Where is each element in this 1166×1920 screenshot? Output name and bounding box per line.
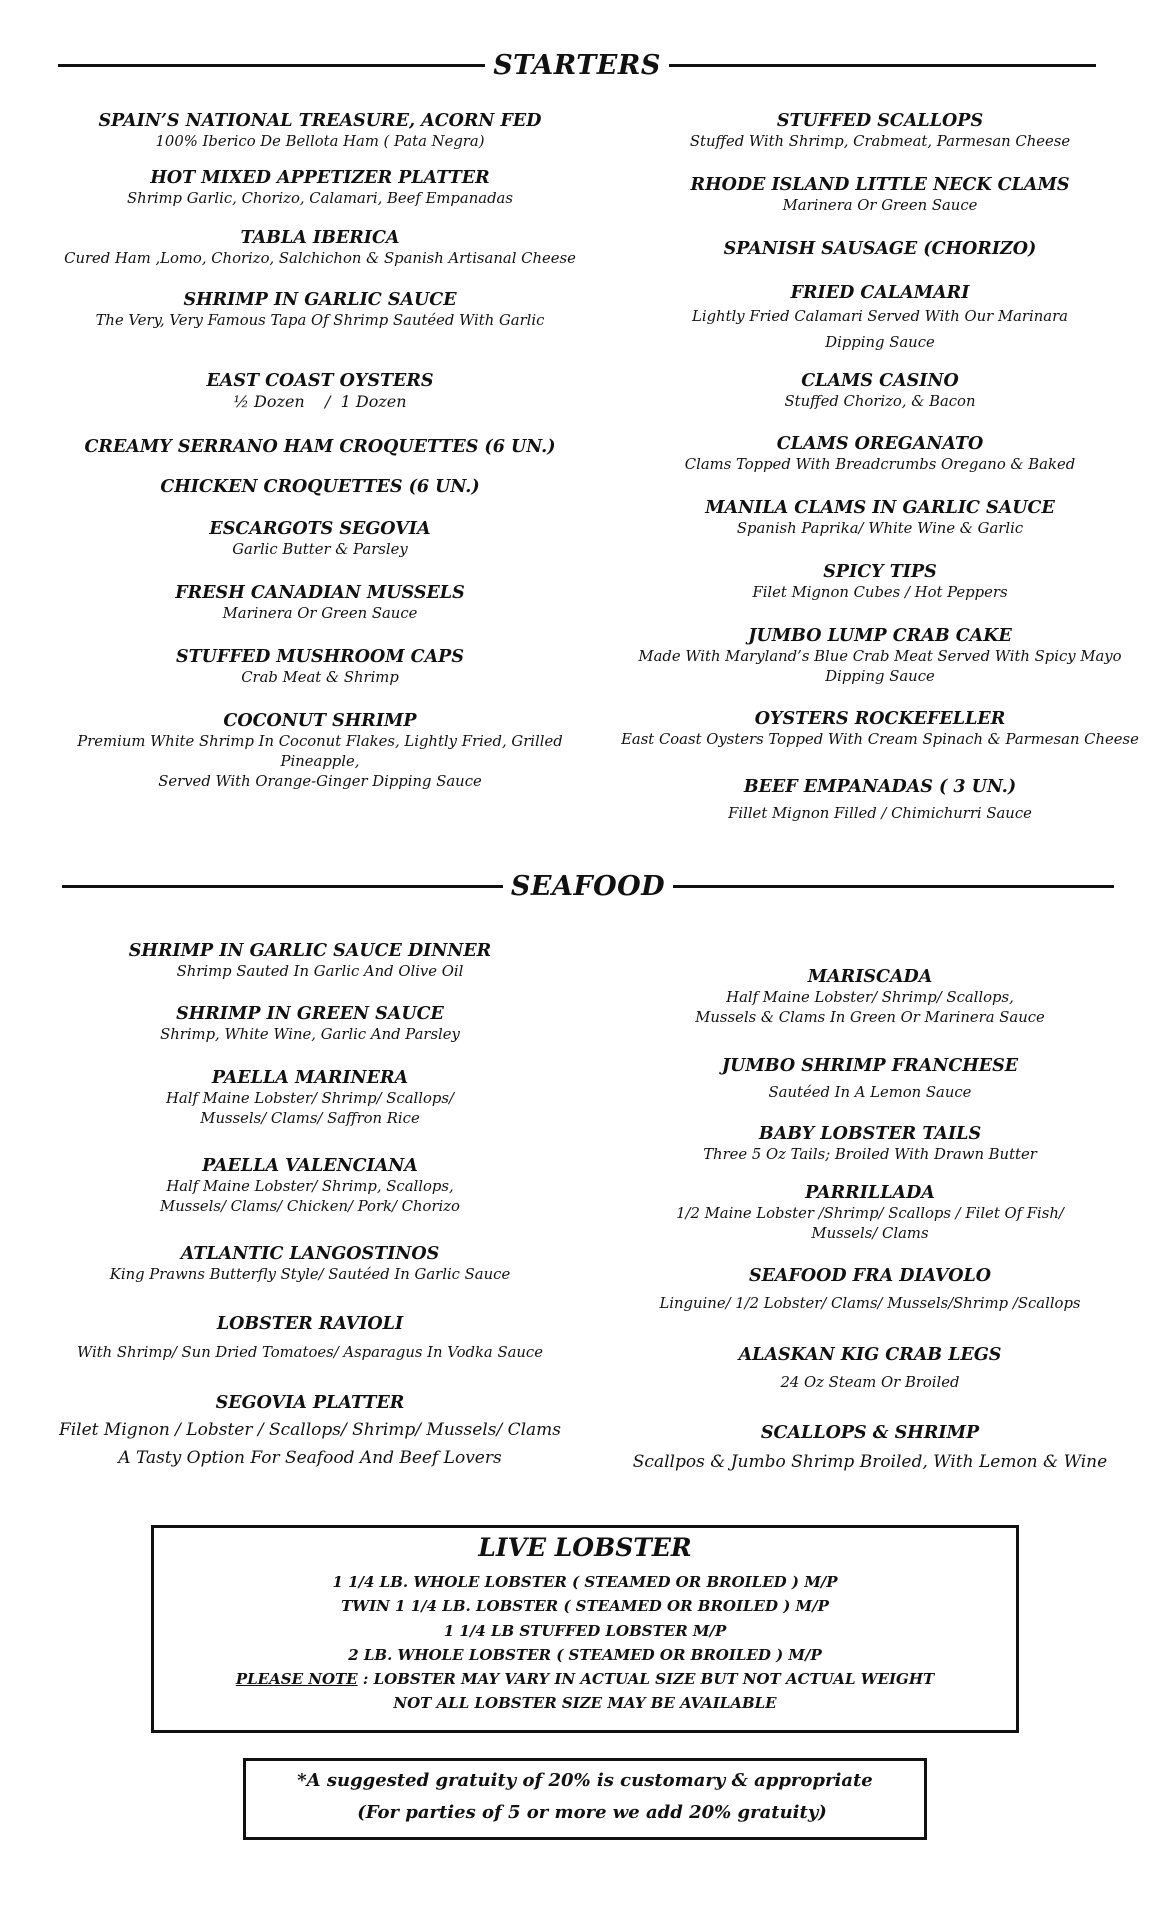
item-desc: Fillet Mignon Filled / Chimichurri Sauce (728, 805, 1032, 822)
item-desc: Shrimp Sauted In Garlic And Olive Oil (176, 963, 464, 980)
item-name: EAST COAST OYSTERS (206, 371, 434, 391)
lobster-line: TWIN 1 1/4 LB. LOBSTER ( STEAMED OR BROILED ) M/P (341, 1597, 829, 1616)
item-desc: With Shrimp/ Sun Dried Tomatoes/ Asparagus In Vodka Sauce (77, 1344, 543, 1361)
item-desc: Stuffed With Shrimp, Crabmeat, Parmesan Cheese (689, 133, 1071, 150)
gratuity-box (243, 1758, 927, 1840)
item-name: SCALLOPS & SHRIMP (760, 1423, 980, 1443)
item-desc: Half Maine Lobster/ Shrimp, Scallops, (166, 1178, 454, 1195)
menu-item (600, 1055, 1140, 1103)
item-name: SEAFOOD FRA DIAVOLO (748, 1266, 992, 1286)
item-desc: Scallpos & Jumbo Shrimp Broiled, With Lemon & Wine (632, 1452, 1108, 1472)
menu-item (40, 1155, 580, 1217)
item-desc: Made With Maryland’s Blue Crab Meat Served With Spicy Mayo (638, 648, 1122, 665)
live-lobster-title: LIVE LOBSTER (478, 1533, 692, 1562)
item-name: HOT MIXED APPETIZER PLATTER (150, 168, 490, 188)
item-desc: Mussels & Clams In Green Or Marinera Sauce (695, 1009, 1045, 1026)
note-text: : LOBSTER MAY VARY IN ACTUAL SIZE BUT NOT ACTUAL WEIGHT (357, 1670, 935, 1689)
item-name: STUFFED SCALLOPS (776, 111, 984, 131)
menu-item (40, 1067, 580, 1129)
item-desc: Crab Meat & Shrimp (241, 669, 399, 686)
item-name: SHRIMP IN GARLIC SAUCE (183, 290, 457, 310)
gratuity-line-2: (For parties of 5 or more we add 20% gratuity) (357, 1802, 827, 1823)
item-desc: Sautéed In A Lemon Sauce (768, 1084, 972, 1101)
item-name: SHRIMP IN GARLIC SAUCE DINNER (128, 941, 492, 961)
item-desc: The Very, Very Famous Tapa Of Shrimp Sautéed With Garlic (95, 312, 545, 329)
item-desc: Served With Orange-Ginger Dipping Sauce (158, 773, 482, 790)
item-name: OYSTERS ROCKEFELLER (754, 709, 1006, 729)
item-name: JUMBO LUMP CRAB CAKE (748, 626, 1012, 646)
lobster-note-line2: NOT ALL LOBSTER SIZE MAY BE AVAILABLE (393, 1694, 777, 1713)
lobster-line: 1 1/4 LB STUFFED LOBSTER M/P (443, 1621, 727, 1640)
item-name: TABLA IBERICA (240, 228, 400, 248)
item-desc: Lightly Fried Calamari Served With Our Marinara (692, 308, 1068, 325)
item-name: RHODE ISLAND LITTLE NECK CLAMS (690, 175, 1070, 195)
item-desc: Half Maine Lobster/ Shrimp/ Scallops, (726, 989, 1014, 1006)
item-desc: Premium White Shrimp In Coconut Flakes, Lightly Fried, Grilled Pineapple, (77, 733, 563, 770)
menu-item (40, 940, 580, 982)
item-name: PARRILLADA (805, 1183, 935, 1203)
item-name: LOBSTER RAVIOLI (216, 1314, 404, 1334)
item-desc: Shrimp, White Wine, Garlic And Parsley (160, 1026, 460, 1043)
item-name: ATLANTIC LANGOSTINOS (180, 1244, 440, 1264)
seafood-left-column (40, 0, 580, 1500)
item-name: PAELLA MARINERA (211, 1068, 409, 1088)
item-name: FRIED CALAMARI (790, 283, 970, 303)
item-name: SPAIN’S NATIONAL TREASURE, ACORN FED (98, 111, 542, 131)
item-desc: Half Maine Lobster/ Shrimp/ Scallops/ (166, 1090, 454, 1107)
item-name: BEEF EMPANADAS ( 3 UN.) (743, 777, 1017, 797)
gratuity-line-1: *A suggested gratuity of 20% is customary & appropriate (297, 1770, 873, 1791)
live-lobster-box (151, 1525, 1019, 1733)
item-name: CREAMY SERRANO HAM CROQUETTES (6 UN.) (84, 437, 556, 457)
item-name: FRESH CANADIAN MUSSELS (175, 583, 465, 603)
menu-item (40, 1313, 580, 1363)
item-name: BABY LOBSTER TAILS (758, 1124, 982, 1144)
item-name: CLAMS OREGANATO (776, 434, 984, 454)
item-name: SEGOVIA PLATTER (215, 1393, 405, 1413)
item-name: MARISCADA (807, 967, 933, 987)
item-name: PAELLA VALENCIANA (202, 1156, 418, 1176)
item-desc: Three 5 Oz Tails; Broiled With Drawn Butter (703, 1146, 1037, 1163)
item-name: STUFFED MUSHROOM CAPS (176, 647, 464, 667)
menu-item (40, 1392, 580, 1472)
item-desc: Filet Mignon / Lobster / Scallops/ Shrimp/ Mussels/ Clams (58, 1420, 562, 1440)
item-desc: 1/2 Maine Lobster /Shrimp/ Scallops / Filet Of Fish/ (676, 1205, 1064, 1222)
item-name: CHICKEN CROQUETTES (6 UN.) (160, 477, 480, 497)
item-desc: Mussels/ Clams/ Chicken/ Pork/ Chorizo (160, 1198, 460, 1215)
item-desc: East Coast Oysters Topped With Cream Spinach & Parmesan Cheese (621, 731, 1139, 748)
item-desc: A Tasty Option For Seafood And Beef Lovers (118, 1448, 502, 1468)
seafood-right-column (600, 0, 1140, 1500)
menu-item (600, 1422, 1140, 1476)
item-desc: Marinera Or Green Sauce (222, 605, 418, 622)
item-desc: Shrimp Garlic, Chorizo, Calamari, Beef Empanadas (127, 190, 513, 207)
menu-item (40, 1003, 580, 1045)
item-desc: Filet Mignon Cubes / Hot Peppers (752, 584, 1008, 601)
menu-item (600, 1123, 1140, 1165)
lobster-line: 1 1/4 LB. WHOLE LOBSTER ( STEAMED OR BROILED ) M/P (332, 1573, 838, 1591)
lobster-line: 2 LB. WHOLE LOBSTER ( STEAMED OR BROILED ) M/P (348, 1645, 822, 1664)
item-name: MANILA CLAMS IN GARLIC SAUCE (705, 498, 1055, 518)
item-name: ESCARGOTS SEGOVIA (209, 519, 431, 539)
note-label: PLEASE NOTE (235, 1670, 358, 1689)
item-desc: Dipping Sauce (825, 334, 935, 351)
item-desc: Stuffed Chorizo, & Bacon (784, 393, 976, 410)
item-desc: Spanish Paprika/ White Wine & Garlic (736, 520, 1024, 537)
item-name: CLAMS CASINO (801, 371, 959, 391)
seafood-title: SEAFOOD (510, 870, 666, 902)
menu-item (600, 966, 1140, 1028)
item-name: SPANISH SAUSAGE (CHORIZO) (723, 239, 1037, 259)
menu-item (600, 1265, 1140, 1314)
item-name: COCONUT SHRIMP (223, 711, 417, 731)
item-desc: Marinera Or Green Sauce (782, 197, 978, 214)
item-name: ALASKAN KIG CRAB LEGS (738, 1345, 1002, 1365)
item-desc: Clams Topped With Breadcrumbs Oregano & Baked (684, 456, 1076, 473)
item-name: SPICY TIPS (823, 562, 937, 582)
item-name: SHRIMP IN GREEN SAUCE (176, 1004, 444, 1024)
item-desc: 24 Oz Steam Or Broiled (780, 1374, 960, 1391)
item-desc: Garlic Butter & Parsley (232, 541, 408, 558)
lobster-note (154, 1667, 1016, 1691)
item-desc: Mussels/ Clams/ Saffron Rice (200, 1110, 420, 1127)
item-desc: 100% Iberico De Bellota Ham ( Pata Negra) (155, 133, 485, 150)
menu-item (40, 1243, 580, 1285)
lobster-list (154, 1570, 1016, 1716)
item-desc: Linguine/ 1/2 Lobster/ Clams/ Mussels/Shrimp /Scallops (659, 1295, 1081, 1312)
item-desc: Dipping Sauce (825, 668, 935, 685)
item-name: JUMBO SHRIMP FRANCHESE (721, 1056, 1019, 1076)
menu-item (600, 1182, 1140, 1244)
menu-item (600, 1344, 1140, 1393)
starters-title: STARTERS (493, 49, 661, 81)
item-desc: Cured Ham ,Lomo, Chorizo, Salchichon & Spanish Artisanal Cheese (64, 250, 576, 267)
item-desc: Mussels/ Clams (811, 1225, 929, 1242)
item-desc: ½ Dozen / 1 Dozen (233, 392, 407, 411)
item-desc: King Prawns Butterfly Style/ Sautéed In Garlic Sauce (109, 1266, 511, 1283)
